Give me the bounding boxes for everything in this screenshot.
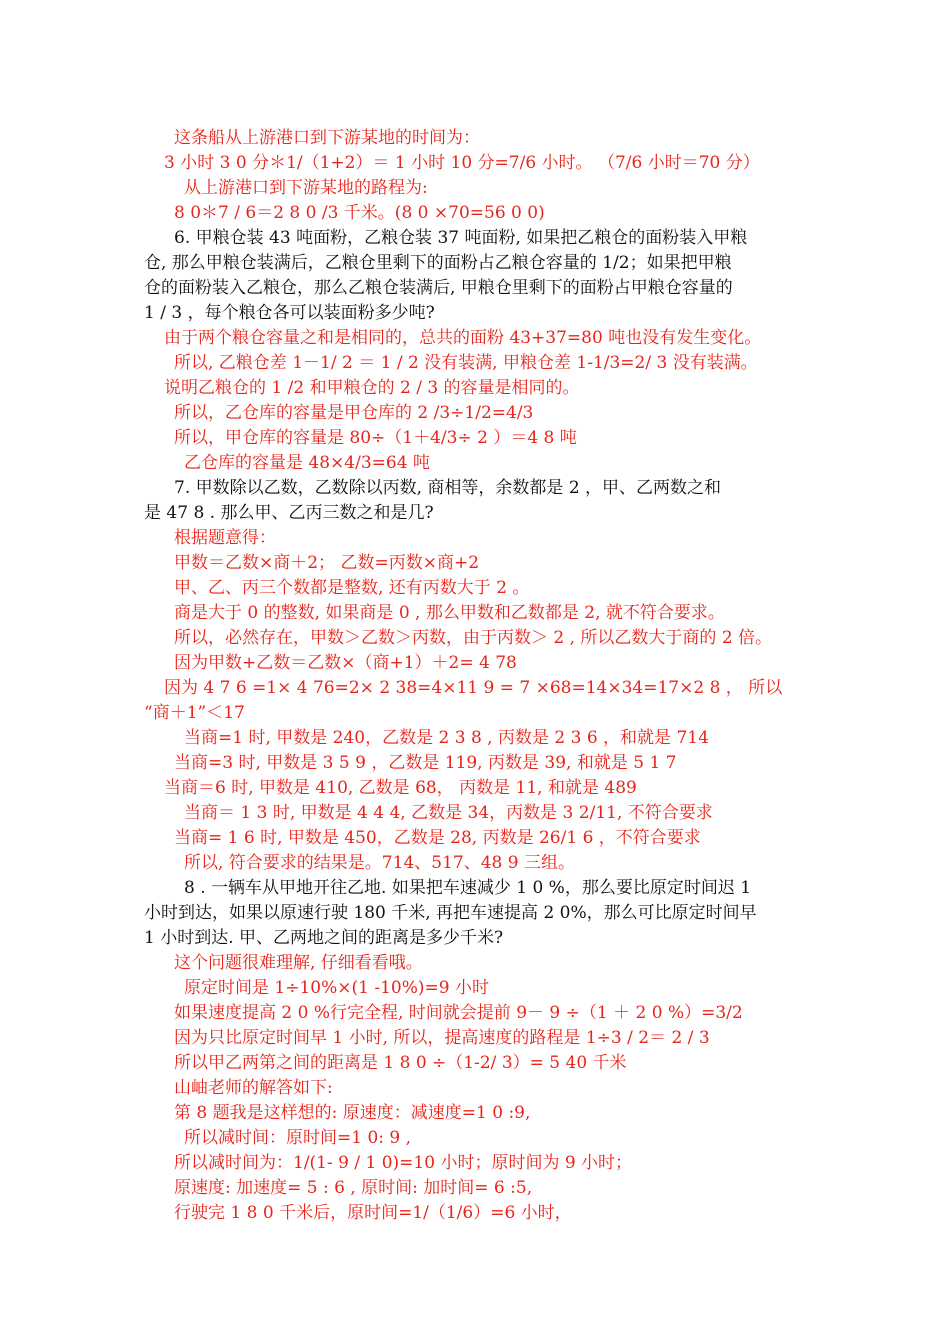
- text-line: 所以，乙仓库的容量是甲仓库的 2 /3÷1/2=4/3: [174, 403, 534, 423]
- text-line: 所以减时间：原时间=1 0: 9 ,: [184, 1128, 412, 1148]
- text-line: 这条船从上游港口到下游某地的时间为：: [174, 128, 480, 148]
- text-line: 第 8 题我是这样想的: 原速度：减速度=1 0 :9,: [174, 1103, 531, 1123]
- question-line: 8 . 一辆车从甲地开往乙地. 如果把车速减少 1 0 %，那么要比原定时间迟 1: [184, 878, 752, 898]
- text-line: 说明乙粮仓的 1 /2 和甲粮仓的 2 / 3 的容量是相同的。: [164, 378, 580, 398]
- question-line: 仓, 那么甲粮仓装满后，乙粮仓里剩下的面粉占乙粮仓容量的 1/2；如果把甲粮: [144, 253, 732, 273]
- text-line: 当商=1 时, 甲数是 240，乙数是 2 3 8 , 丙数是 2 3 6 ，和就是 714: [184, 728, 709, 748]
- question-line: 6. 甲粮仓装 43 吨面粉，乙粮仓装 37 吨面粉, 如果把乙粮仓的面粉装入甲粮: [174, 228, 748, 248]
- question-line: 仓的面粉装入乙粮仓，那么乙粮仓装满后, 甲粮仓里剩下的面粉占甲粮仓容量的: [144, 278, 733, 298]
- text-line: 所以, 乙粮仓差 1－1/ 2 ＝ 1 / 2 没有装满, 甲粮仓差 1-1/3=2/ 3 没有装满。: [174, 353, 758, 373]
- text-line: 当商＝6 时, 甲数是 410, 乙数是 68， 丙数是 11, 和就是 489: [164, 778, 637, 798]
- text-line: 因为 4 7 6 =1× 4 76=2× 2 38=4×11 9 = 7 ×68=14×34=17×2 8 ， 所以: [164, 678, 783, 698]
- text-line: 所以，甲仓库的容量是 80÷（1＋4/3÷ 2 ）＝4 8 吨: [174, 428, 577, 448]
- question-line: 是 47 8 . 那么甲、乙丙三数之和是几?: [144, 503, 434, 523]
- text-line: 甲、乙、丙三个数都是整数, 还有丙数大于 2 。: [174, 578, 530, 598]
- text-line: 3 小时 3 0 分＊1/（1+2）＝ 1 小时 10 分=7/6 小时。 （7/6 小时＝70 分）: [164, 153, 760, 173]
- text-line: 所以减时间为：1/(1- 9 / 1 0)=10 小时；原时间为 9 小时；: [174, 1153, 633, 1173]
- text-line: 当商＝ 1 3 时, 甲数是 4 4 4, 乙数是 34，丙数是 3 2/11, 不符合要求: [184, 803, 713, 823]
- text-line: 由于两个粮仓容量之和是相同的，总共的面粉 43+37=80 吨也没有发生变化。: [164, 328, 762, 348]
- text-line: 所以, 符合要求的结果是。714、517、48 9 三组。: [184, 853, 575, 873]
- text-line: 商是大于 0 的整数, 如果商是 0 , 那么甲数和乙数都是 2, 就不符合要求。: [174, 603, 725, 623]
- text-line: 当商=3 时, 甲数是 3 5 9 ，乙数是 119, 丙数是 39, 和就是 5 1 7: [174, 753, 677, 773]
- text-line: 所以，必然存在，甲数＞乙数＞丙数，由于丙数＞ 2 , 所以乙数大于商的 2 倍。: [174, 628, 773, 648]
- text-line: 8 0＊7 / 6＝2 8 0 /3 千米。(8 0 ×70=56 0 0): [174, 203, 545, 223]
- question-line: 1 / 3 ，每个粮仓各可以装面粉多少吨?: [144, 303, 435, 323]
- text-line: 原速度: 加速度= 5 : 6 , 原时间: 加时间= 6 :5,: [174, 1178, 533, 1198]
- question-line: 7. 甲数除以乙数，乙数除以丙数, 商相等，余数都是 2 ，甲、乙两数之和: [174, 478, 722, 498]
- text-line: 所以甲乙两第之间的距离是 1 8 0 ÷（1-2/ 3）= 5 40 千米: [174, 1053, 627, 1073]
- text-line: 甲数＝乙数×商＋2； 乙数=丙数×商+2: [174, 553, 480, 573]
- text-line: “商＋1”＜17: [144, 703, 245, 723]
- text-line: 乙仓库的容量是 48×4/3=64 吨: [184, 453, 430, 473]
- text-line: 如果速度提高 2 0 %行完全程, 时间就会提前 9－ 9 ÷（1 ＋ 2 0 %）=3/2: [174, 1003, 743, 1023]
- text-line: 这个问题很难理解, 仔细看看哦。: [174, 953, 423, 973]
- question-line: 小时到达，如果以原速行驶 180 千米, 再把车速提高 2 0%，那么可比原定时间早: [144, 903, 757, 923]
- text-line: 因为只比原定时间早 1 小时, 所以，提高速度的路程是 1÷3 / 2＝ 2 / 3: [174, 1028, 710, 1048]
- text-line: 因为甲数+乙数＝乙数×（商+1）＋2= 4 78: [174, 653, 517, 673]
- question-line: 1 小时到达. 甲、乙两地之间的距离是多少千米?: [144, 928, 504, 948]
- text-line: 山岫老师的解答如下:: [174, 1078, 333, 1098]
- text-line: 根据题意得：: [174, 528, 276, 548]
- text-line: 原定时间是 1÷10%×(1 -10%)=9 小时: [184, 978, 489, 998]
- text-line: 从上游港口到下游某地的路程为:: [184, 178, 428, 198]
- text-line: 当商= 1 6 时, 甲数是 450，乙数是 28, 丙数是 26/1 6 ，不符合要求: [174, 828, 701, 848]
- text-line: 行驶完 1 8 0 千米后，原时间=1/（1/6）=6 小时，: [174, 1203, 572, 1223]
